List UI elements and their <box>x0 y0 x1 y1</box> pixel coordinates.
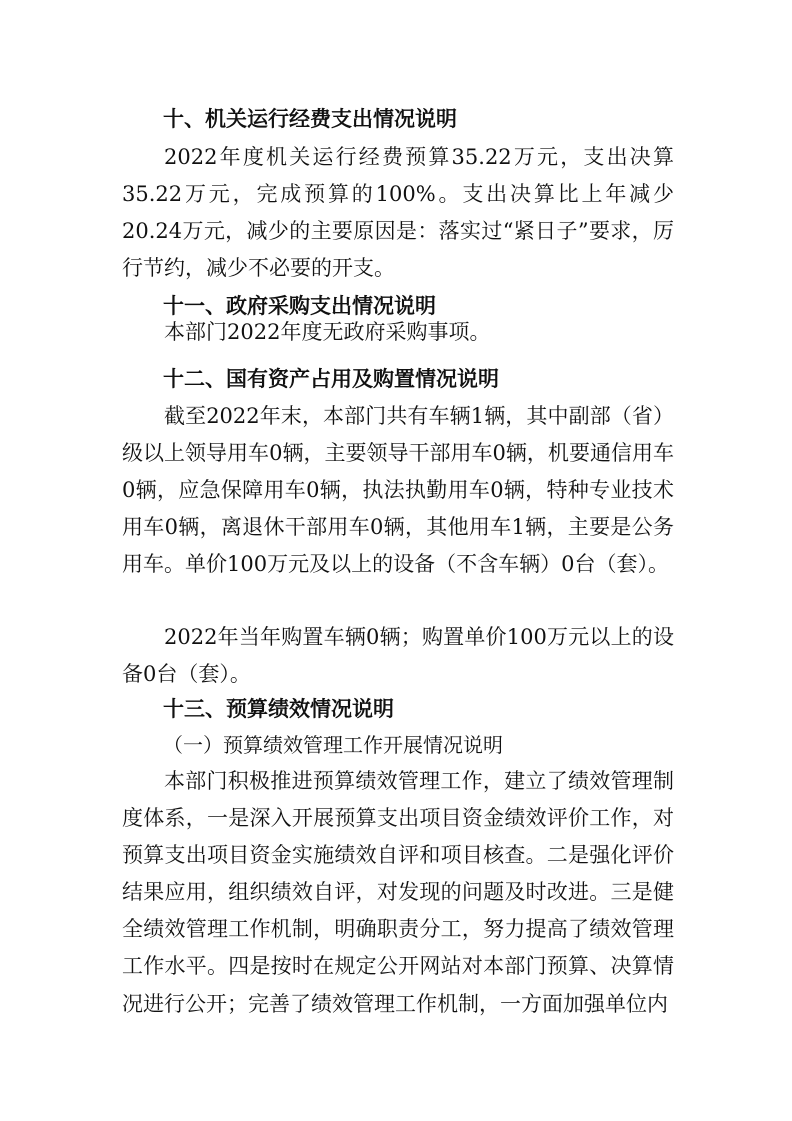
section-12-paragraph-purchases: 2022年当年购置车辆0辆；购置单价100万元以上的设备0台（套）。 <box>122 625 674 687</box>
section-12-heading: 十二、国有资产占用及购置情况说明 <box>163 367 499 391</box>
section-13-paragraph: 本部门积极推进预算绩效管理工作，建立了绩效管理制度体系，一是深入开展预算支出项目资金绩效评价工作，对预算支出项目资金实施绩效自评和项目核查。二是强化评价结果应用，组织绩效自评，对发现的问题及时改进。三是健全绩效管理工作机制，明确职责分工，努力提高了绩效管理工作水平。四是按时在规定公开网站对本部门预算、决算情况进行公开；完善了绩效管理工作机制，一方面加强单位内 <box>122 769 674 1016</box>
section-11-paragraph: 本部门2022年度无政府采购事项。 <box>164 320 491 344</box>
section-12-paragraph-vehicles: 截至2022年末，本部门共有车辆1辆，其中副部（省）级以上领导用车0辆，主要领导干部用车0辆，机要通信用车0辆，应急保障用车0辆，执法执勤用车0辆，特种专业技术用车0辆，离退休干部用车0辆，其他用车1辆，主要是公务用车。单价100万元及以上的设备（不含车辆）0台（套）。 <box>122 404 674 577</box>
section-10-heading: 十、机关运行经费支出情况说明 <box>163 107 457 131</box>
section-10-paragraph: 2022年度机关运行经费预算35.22万元，支出决算35.22万元，完成预算的100%。支出决算比上年减少20.24万元，减少的主要原因是：落实过“紧日子”要求，厉行节约，减少不必要的开支。 <box>122 145 674 281</box>
section-13-subheading: （一）预算绩效管理工作开展情况说明 <box>163 733 503 757</box>
section-13-heading: 十三、预算绩效情况说明 <box>163 697 394 721</box>
section-11-heading: 十一、政府采购支出情况说明 <box>163 294 436 318</box>
